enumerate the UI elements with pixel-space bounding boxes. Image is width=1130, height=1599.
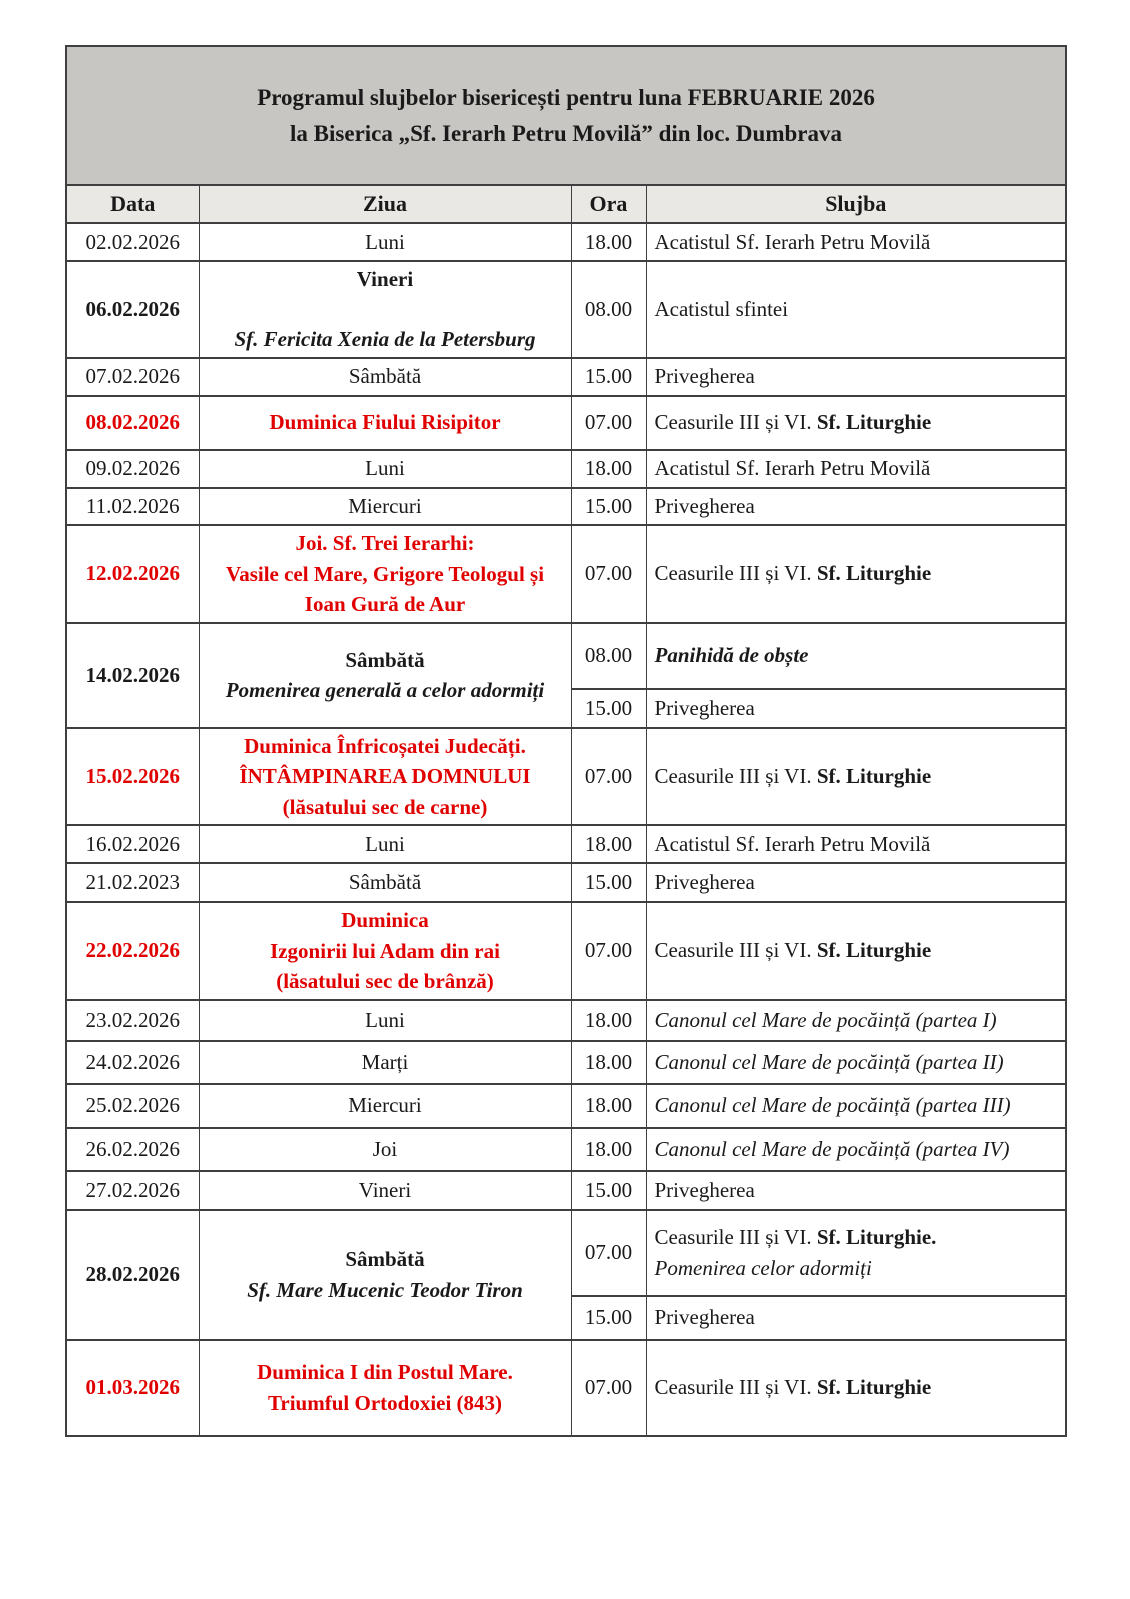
service-cell: [646, 396, 1066, 450]
day-feast: Sf. Fericita Xenia de la Petersburg: [234, 327, 536, 352]
service-cell: Privegherea: [646, 1171, 1066, 1210]
column-header-slujba: Slujba: [646, 185, 1066, 223]
day-cell: [199, 261, 571, 358]
service-cell: Acatistul sfintei: [646, 261, 1066, 358]
date-cell: 27.02.2026: [66, 1171, 199, 1210]
time-cell: 07.00: [571, 396, 646, 450]
time-cell: 18.00: [571, 450, 646, 488]
day-cell: Miercuri: [199, 488, 571, 525]
service-cell: Panihidă de obște: [646, 623, 1066, 689]
date-cell: 25.02.2026: [66, 1084, 199, 1128]
service-cell: Privegherea: [646, 1296, 1066, 1340]
service-text: Ceasurile III și VI.: [654, 410, 817, 435]
date-cell: 02.02.2026: [66, 223, 199, 261]
day-line: Duminica: [341, 908, 429, 933]
time-cell: 07.00: [571, 1340, 646, 1436]
service-text-bold: Sf. Liturghie: [816, 1375, 932, 1399]
service-cell: [646, 728, 1066, 825]
table-row: [66, 488, 1066, 525]
title-line-2: la Biserica „Sf. Ierarh Petru Movilă” din loc. Dumbrava: [290, 120, 842, 146]
day-line: Ioan Gură de Aur: [304, 592, 466, 617]
service-cell: Privegherea: [646, 689, 1066, 728]
service-cell: Acatistul Sf. Ierarh Petru Movilă: [646, 223, 1066, 261]
day-cell: Luni: [199, 1000, 571, 1041]
date-cell: 16.02.2026: [66, 825, 199, 863]
table-row: [66, 450, 1066, 488]
service-cell: Canonul cel Mare de pocăință (partea IV): [646, 1128, 1066, 1171]
day-cell: Miercuri: [199, 1084, 571, 1128]
table-row: [66, 623, 1066, 689]
service-text-bold: Sf. Liturghie: [816, 938, 932, 963]
service-line-2: Pomenirea celor adormiți: [654, 1255, 872, 1280]
date-cell: 23.02.2026: [66, 1000, 199, 1041]
date-cell: 08.02.2026: [66, 396, 199, 450]
table-row: [66, 1084, 1066, 1128]
time-cell: 15.00: [571, 358, 646, 396]
day-cell: Luni: [199, 825, 571, 863]
table-row: [66, 1340, 1066, 1436]
time-cell: 18.00: [571, 1128, 646, 1171]
time-cell: 07.00: [571, 1210, 646, 1296]
service-text: Ceasurile III și VI.: [654, 938, 817, 963]
day-cell: [199, 902, 571, 999]
table-row: [66, 223, 1066, 261]
day-cell: Sâmbătă: [199, 358, 571, 396]
table-row: [66, 1041, 1066, 1084]
date-cell: 12.02.2026: [66, 525, 199, 623]
time-cell: 15.00: [571, 488, 646, 525]
table-row: [66, 261, 1066, 358]
day-cell: [199, 623, 571, 728]
column-header-data: Data: [66, 185, 199, 223]
time-cell: 07.00: [571, 902, 646, 999]
table-row: [66, 1000, 1066, 1041]
time-cell: 07.00: [571, 525, 646, 623]
table-row: [66, 1171, 1066, 1210]
table-row: [66, 902, 1066, 999]
service-text-bold: Sf. Liturghie: [816, 764, 932, 789]
date-cell: 06.02.2026: [66, 261, 199, 358]
service-cell: [646, 1340, 1066, 1436]
day-name: Vineri: [356, 267, 414, 291]
service-line: [655, 1222, 1058, 1252]
day-line: (lăsatului sec de carne): [282, 794, 488, 819]
service-text: Ceasurile III și VI.: [654, 764, 817, 789]
day-cell: [199, 525, 571, 623]
date-cell: 09.02.2026: [66, 450, 199, 488]
table-row: [66, 1128, 1066, 1171]
day-line: Vasile cel Mare, Grigore Teologul și: [225, 561, 545, 586]
date-cell: 07.02.2026: [66, 358, 199, 396]
day-cell: [199, 1340, 571, 1436]
service-schedule-table: [65, 45, 1067, 1437]
service-cell: Canonul cel Mare de pocăință (partea I): [646, 1000, 1066, 1041]
day-line: Duminica Înfricoșatei Judecăți.: [244, 733, 526, 758]
service-cell: [646, 1210, 1066, 1296]
table-row: [66, 728, 1066, 825]
time-cell: 15.00: [571, 1171, 646, 1210]
day-cell: Marți: [199, 1041, 571, 1084]
day-cell: Sâmbătă: [199, 863, 571, 902]
date-cell: 15.02.2026: [66, 728, 199, 825]
day-cell: [199, 1210, 571, 1340]
date-cell: 01.03.2026: [66, 1340, 199, 1436]
table-row: [66, 825, 1066, 863]
day-name: Sâmbătă: [345, 1247, 425, 1272]
service-text-bold: Sf. Liturghie: [816, 561, 932, 586]
service-cell: [646, 902, 1066, 999]
table-row: [66, 1210, 1066, 1296]
table-header-row: [66, 185, 1066, 223]
service-cell: Canonul cel Mare de pocăință (partea II): [646, 1041, 1066, 1084]
time-cell: 18.00: [571, 1041, 646, 1084]
time-cell: 15.00: [571, 863, 646, 902]
title-row: [66, 46, 1066, 185]
time-cell: 15.00: [571, 1296, 646, 1340]
service-text-bold: Sf. Liturghie: [816, 410, 932, 435]
service-cell: Privegherea: [646, 863, 1066, 902]
date-cell: 21.02.2023: [66, 863, 199, 902]
date-cell: 11.02.2026: [66, 488, 199, 525]
day-line: ÎNTÂMPINAREA DOMNULUI: [239, 764, 531, 789]
service-cell: [646, 525, 1066, 623]
time-cell: 07.00: [571, 728, 646, 825]
time-cell: 08.00: [571, 623, 646, 689]
day-name: Sâmbătă: [345, 647, 425, 672]
service-text: Ceasurile III și VI.: [654, 1375, 817, 1399]
service-cell: Acatistul Sf. Ierarh Petru Movilă: [646, 825, 1066, 863]
document-title: [66, 46, 1066, 185]
service-text: Ceasurile III și VI.: [654, 1225, 817, 1250]
table-row: [66, 358, 1066, 396]
service-cell: Privegherea: [646, 358, 1066, 396]
day-cell: Joi: [199, 1128, 571, 1171]
service-cell: Acatistul Sf. Ierarh Petru Movilă: [646, 450, 1066, 488]
date-cell: 14.02.2026: [66, 623, 199, 728]
date-cell: 28.02.2026: [66, 1210, 199, 1340]
column-header-ziua: Ziua: [199, 185, 571, 223]
day-line: Duminica I din Postul Mare.: [257, 1360, 513, 1385]
time-cell: 08.00: [571, 261, 646, 358]
date-cell: 22.02.2026: [66, 902, 199, 999]
schedule-container: [65, 45, 1065, 1437]
date-cell: 24.02.2026: [66, 1041, 199, 1084]
service-cell: Privegherea: [646, 488, 1066, 525]
title-line-1: Programul slujbelor bisericești pentru luna FEBRUARIE 2026: [257, 84, 875, 110]
day-cell: Vineri: [199, 1171, 571, 1210]
day-cell: [199, 728, 571, 825]
date-cell: 26.02.2026: [66, 1128, 199, 1171]
day-line: Izgonirii lui Adam din rai: [270, 938, 500, 963]
table-row: [66, 525, 1066, 623]
time-cell: 18.00: [571, 1084, 646, 1128]
service-text-bold: Sf. Liturghie.: [816, 1225, 937, 1250]
column-header-ora: Ora: [571, 185, 646, 223]
time-cell: 15.00: [571, 689, 646, 728]
service-text: Ceasurile III și VI.: [654, 561, 817, 586]
day-line: (lăsatului sec de brânză): [276, 969, 494, 994]
day-cell: Duminica Fiului Risipitor: [199, 396, 571, 450]
table-row: [66, 396, 1066, 450]
service-cell: Canonul cel Mare de pocăință (partea III): [646, 1084, 1066, 1128]
day-feast: Sf. Mare Mucenic Teodor Tiron: [247, 1277, 523, 1302]
day-cell: Luni: [199, 450, 571, 488]
table-row: [66, 863, 1066, 902]
day-line: Triumful Ortodoxiei (843): [267, 1390, 503, 1415]
day-line: Joi. Sf. Trei Ierarhi:: [295, 531, 475, 556]
day-feast: Pomenirea generală a celor adormiți: [225, 678, 545, 703]
day-cell: Luni: [199, 223, 571, 261]
time-cell: 18.00: [571, 223, 646, 261]
time-cell: 18.00: [571, 825, 646, 863]
time-cell: 18.00: [571, 1000, 646, 1041]
